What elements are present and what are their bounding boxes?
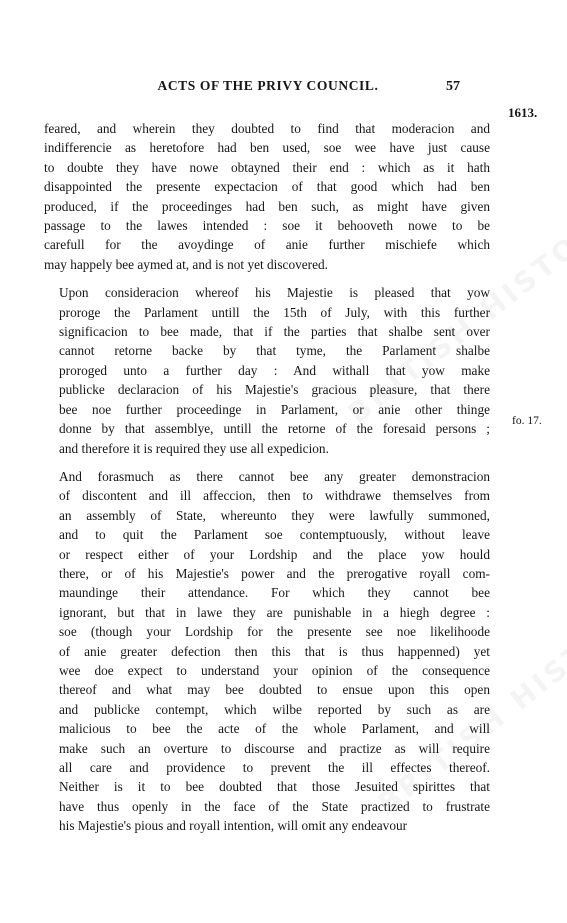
text-line: or respect either of your Lordship and the place yow hould <box>59 546 490 562</box>
text-line: ignorant, but that in lawe they are punishable in a hiegh degree : <box>59 604 490 620</box>
text-line: Upon consideracion whereof his Majestie is pleased that yow <box>59 285 490 301</box>
text-line: disappointed the presente expectacion of that good which had ben <box>44 179 490 195</box>
text-line: indifferencie as heretofore had ben used, soe wee have just cause <box>44 140 490 156</box>
text-line: proroged unto a further day : And withall that yow make <box>59 362 490 378</box>
text-line: significacion to bee made, that if the parties that shalbe sent over <box>59 324 490 340</box>
text-line: all care and providence to prevent the ill effectes thereof. <box>59 760 490 775</box>
text-line: cannot retorne backe by that tyme, the Parlament shalbe <box>59 343 490 359</box>
text-line: bee noe further proceedinge in Parlament, or anie other thinge <box>59 401 490 417</box>
folio-note: fo. 17. <box>512 415 542 427</box>
text-line: passage to the lawes intended : soe it behooveth nowe to be <box>44 218 490 234</box>
text-line: feared, and wherein they doubted to find that moderacion and <box>44 121 490 136</box>
text-line: and to quit the Parlament soe contemptuously, without leave <box>59 527 490 543</box>
text-line: publicke declaracion of his Majestie's gracious pleasure, that there <box>59 382 490 398</box>
text-line: maundinge their attendance. For which they cannot bee <box>59 585 490 601</box>
page-number: 57 <box>446 79 460 94</box>
text-line: donne by that assemblye, untill the retorne of the foresaid persons ; <box>59 421 490 437</box>
text-line: and therefore it is required they use all expedicion. <box>59 440 329 456</box>
margin-year: 1613. <box>508 105 538 120</box>
text-line: and publicke contempt, which wilbe reported by such as are <box>59 701 490 717</box>
text-line: soe (though your Lordship for the presente see noe likelihoode <box>59 624 490 640</box>
text-line: thereof and what may bee doubted to ensue upon this open <box>59 682 490 698</box>
text-line: have thus openly in the face of the State practized to frustrate <box>59 798 490 814</box>
text-line: carefull for the avoydinge of anie further mischiefe which <box>44 237 490 253</box>
text-line: make such an overture to discourse and practize as will require <box>59 740 490 756</box>
text-line: proroge the Parlament untill the 15th of July, with this further <box>59 304 490 320</box>
text-line: an assembly of State, whereunto they were lawfully summoned, <box>59 507 490 523</box>
text-line: malicious to bee the acte of the whole Parlament, and will <box>59 721 490 737</box>
running-title: ACTS OF THE PRIVY COUNCIL. <box>157 78 379 93</box>
text-line: his Majestie's pious and royall intention, will omit any endeavour <box>59 818 408 834</box>
text-line: may happely bee aymed at, and is not yet discovered. <box>44 256 328 272</box>
text-line: And forasmuch as there cannot bee any greater demonstracion <box>59 468 490 484</box>
text-line: wee doe expect to understand your opinion of the consequence <box>59 662 490 678</box>
text-line: of anie greater defection then this that is thus happenned) yet <box>59 643 490 659</box>
text-line: of discontent and ill affeccion, then to withdrawe themselves from <box>59 488 490 504</box>
paragraph <box>44 283 490 458</box>
body-text <box>44 119 490 845</box>
paragraph <box>44 467 490 836</box>
text-line: to doubte they have nowe obtayned their end : which as it hath <box>44 159 490 175</box>
text-line: there, or of his Majestie's power and the prerogative royall com- <box>59 565 490 581</box>
text-line: produced, if the proceedinges had ben such, as might have given <box>44 198 490 214</box>
text-line: Neither is it to bee doubted that those Jesuited spirittes that <box>59 779 490 795</box>
paragraph <box>44 119 490 274</box>
